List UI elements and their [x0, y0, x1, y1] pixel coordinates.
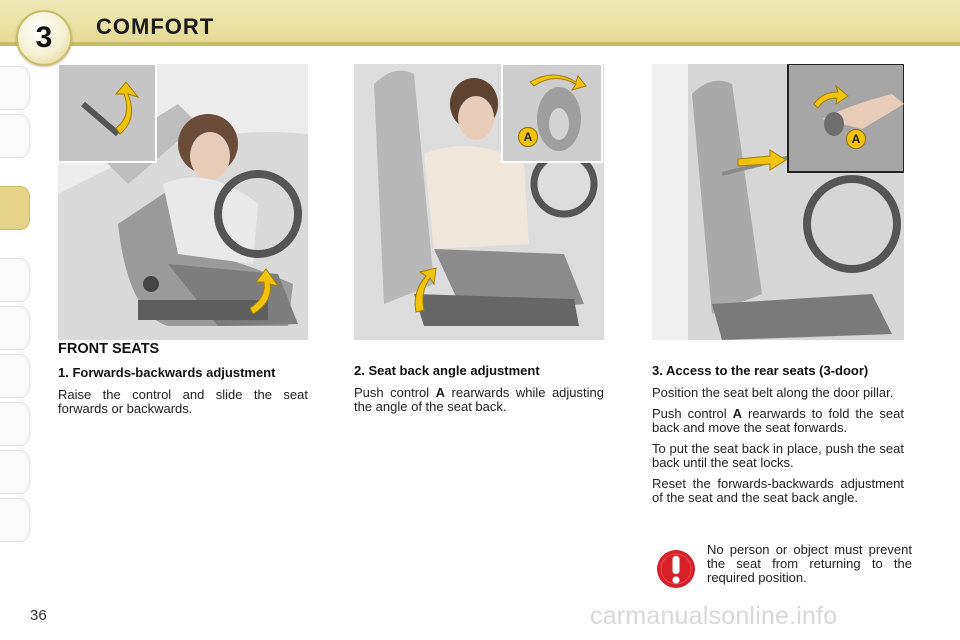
callout-a-label: A	[518, 127, 538, 147]
side-tab[interactable]	[0, 498, 30, 542]
item-title-forwards-backwards: 1. Forwards-backwards adjustment	[58, 365, 276, 380]
paragraph	[652, 407, 904, 435]
rear-seat-access-illustration	[652, 64, 904, 340]
control-a-label: A	[435, 385, 446, 400]
paragraph: Position the seat belt along the door pillar.	[652, 385, 894, 400]
page-number: 36	[30, 607, 47, 624]
text: Push control	[652, 406, 727, 421]
exclamation-icon	[656, 549, 696, 589]
callout-a-label: A	[846, 129, 866, 149]
side-tab[interactable]	[0, 354, 30, 398]
paragraph: To put the seat back in place, push the seat back until the seat locks.	[652, 441, 904, 470]
text: Push control	[354, 385, 430, 400]
item-title-seat-back-angle: 2. Seat back angle adjustment	[354, 363, 540, 378]
seat-forward-adjust-illustration	[58, 64, 308, 340]
warning-box	[652, 543, 912, 593]
text: rearwards to fold the seat back and move the seat forwards.	[652, 406, 904, 435]
item-title-rear-access: 3. Access to the rear seats (3-door)	[652, 363, 869, 378]
column-front-seats	[58, 342, 308, 423]
column-rear-access	[652, 364, 904, 512]
side-tab[interactable]	[0, 114, 30, 158]
paragraph: Reset the forwards-backwards adjustment of the seat and the seat back angle.	[652, 476, 904, 505]
column-seat-back	[354, 364, 604, 421]
warning-text: No person or object must prevent the seat from returning to the required position.	[707, 542, 912, 585]
side-tab[interactable]	[0, 258, 30, 302]
seat-back-angle-illustration	[354, 64, 604, 340]
section-title: FRONT SEATS	[58, 341, 160, 357]
paragraph	[354, 386, 604, 414]
side-tab-active[interactable]	[0, 186, 30, 230]
side-tabs	[0, 66, 36, 576]
side-tab[interactable]	[0, 402, 30, 446]
side-tab[interactable]	[0, 66, 30, 110]
side-tab[interactable]	[0, 306, 30, 350]
control-a-label: A	[732, 406, 742, 421]
chapter-title: COMFORT	[96, 14, 215, 39]
header-rule	[0, 42, 960, 46]
watermark: carmanualsonline.info	[590, 602, 838, 630]
text: rearwards while adjusting the angle of the seat back.	[354, 385, 604, 414]
side-tab[interactable]	[0, 450, 30, 494]
paragraph: Raise the control and slide the seat forwards or backwards.	[58, 387, 308, 416]
chapter-number-badge: 3	[16, 10, 72, 66]
